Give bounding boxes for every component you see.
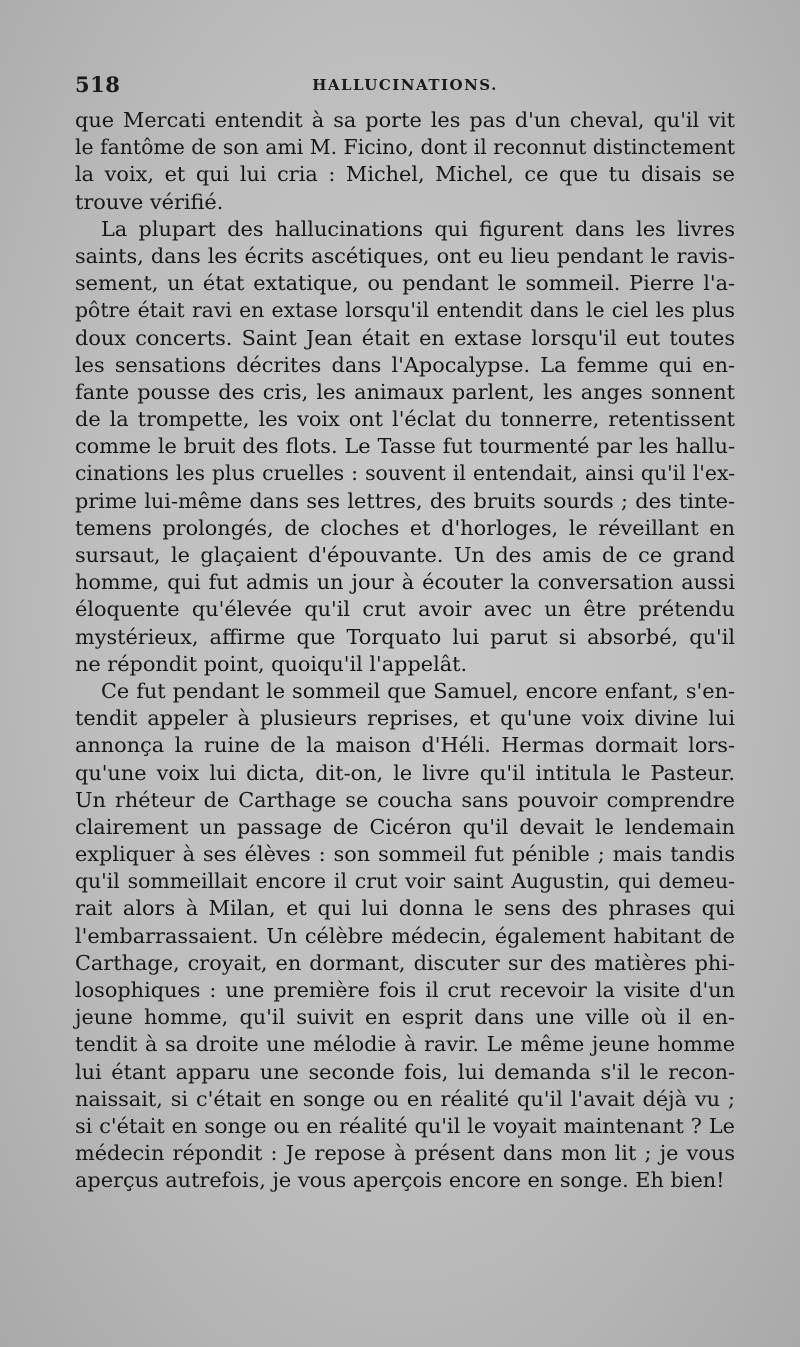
text-line: cinations les plus cruelles : souvent il entendait, ainsi qu'il l'ex-	[75, 461, 735, 486]
text-line: losophiques : une première fois il crut recevoir la visite d'un	[75, 978, 735, 1002]
text-line: sement, un état extatique, ou pendant le sommeil. Pierre l'a-	[75, 271, 735, 296]
text-line: trouve vérifié.	[75, 189, 224, 214]
text-line: Carthage, croyait, en dormant, discuter sur des matières phi-	[75, 950, 735, 975]
text-line: ne répondit point, quoiqu'il l'appelât.	[75, 651, 468, 676]
text-line: fante pousse des cris, les animaux parlent, les anges sonnent	[75, 379, 735, 404]
text-line: lui étant apparu une seconde fois, lui demanda s'il le recon-	[75, 1059, 735, 1084]
paragraph-start-line: Ce fut pendant le sommeil que Samuel, encore enfant, s'en-	[101, 678, 735, 703]
text-line: temens prolongés, de cloches et d'horloges, le réveillant en	[75, 515, 735, 540]
text-line: aperçus autrefois, je vous aperçois encore en songe. Eh bien!	[75, 1168, 725, 1193]
running-title: HALLUCINATIONS.	[312, 76, 498, 94]
text-line: de la trompette, les voix ont l'éclat du tonnerre, retentissent	[75, 407, 735, 432]
text-line: prime lui-même dans ses lettres, des bruits sourds ; des tinte-	[75, 488, 735, 513]
text-line: expliquer à ses élèves : son sommeil fut pénible ; mais tandis	[75, 842, 735, 867]
text-line: rait alors à Milan, et qui lui donna le sens des phrases qui	[75, 896, 735, 921]
text-line: tendit appeler à plusieurs reprises, et qu'une voix divine lui	[75, 706, 735, 731]
text-line: que Mercati entendit à sa porte les pas d'un cheval, qu'il vit	[75, 108, 735, 132]
page-number: 518	[75, 72, 121, 97]
text-line: les sensations décrites dans l'Apocalypse. La femme qui en-	[75, 352, 735, 377]
text-line: homme, qui fut admis un jour à écouter la conversation aussi	[75, 570, 735, 595]
text-line: Un rhéteur de Carthage se coucha sans pouvoir comprendre	[75, 787, 735, 812]
text-line: la voix, et qui lui cria : Michel, Michel, ce que tu disais se	[75, 162, 735, 187]
text-line: saints, dans les écrits ascétiques, ont eu lieu pendant le ravis-	[75, 243, 735, 268]
text-line: éloquente qu'élevée qu'il crut avoir avec un être prétendu	[75, 597, 735, 622]
text-line: jeune homme, qu'il suivit en esprit dans une ville où il en-	[75, 1005, 735, 1030]
text-line: qu'une voix lui dicta, dit-on, le livre qu'il intitula le Pasteur.	[75, 760, 735, 785]
text-line: mystérieux, affirme que Torquato lui parut si absorbé, qu'il	[75, 624, 735, 649]
text-line: sursaut, le glaçaient d'épouvante. Un des amis de ce grand	[75, 543, 735, 567]
text-line: si c'était en songe ou en réalité qu'il le voyait maintenant ? Le	[75, 1113, 735, 1138]
text-line: médecin répondit : Je repose à présent dans mon lit ; je vous	[75, 1141, 735, 1166]
paragraph-start-line: La plupart des hallucinations qui figurent dans les livres	[101, 216, 735, 241]
text-line: comme le bruit des flots. Le Tasse fut tourmenté par les hallu-	[75, 434, 735, 459]
body-text	[75, 107, 735, 1195]
page-header	[75, 72, 735, 102]
text-line: doux concerts. Saint Jean était en extase lorsqu'il eut toutes	[75, 325, 735, 350]
text-line: le fantôme de son ami M. Ficino, dont il reconnut distinctement	[75, 135, 736, 160]
text-line: l'embarrassaient. Un célèbre médecin, également habitant de	[75, 923, 735, 948]
text-line: naissait, si c'était en songe ou en réalité qu'il l'avait déjà vu ;	[75, 1086, 735, 1111]
text-line: annonça la ruine de la maison d'Héli. Hermas dormait lors-	[75, 733, 735, 758]
text-line: pôtre était ravi en extase lorsqu'il entendit dans le ciel les plus	[75, 298, 735, 323]
text-line: tendit à sa droite une mélodie à ravir. Le même jeune homme	[75, 1032, 735, 1057]
text-line: qu'il sommeillait encore il crut voir saint Augustin, qui demeu-	[75, 869, 735, 894]
text-line: clairement un passage de Cicéron qu'il devait le lendemain	[75, 814, 735, 839]
